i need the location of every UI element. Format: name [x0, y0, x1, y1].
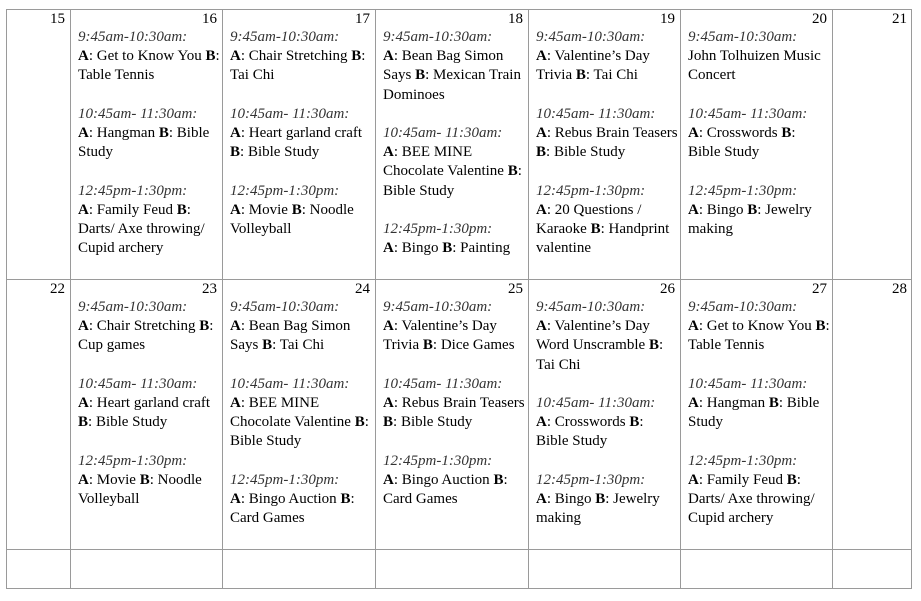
time-slot: 12:45pm-1:30pm:	[688, 452, 798, 469]
option-a-label: A	[78, 395, 89, 411]
option-a-label: A	[230, 48, 241, 65]
option-b-activity: Bible Study	[230, 433, 302, 450]
option-b-label: B	[442, 240, 453, 257]
option-a-label: A	[383, 144, 394, 161]
activity-text: A: Movie B: Noodle Volleyball	[78, 471, 202, 507]
option-b-activity: Noodle Volleyball	[78, 471, 202, 507]
activity-block	[78, 182, 220, 259]
option-a-label: A	[230, 491, 241, 507]
time-slot: 10:45am- 11:30am:	[78, 375, 198, 392]
day-number: 26	[660, 281, 675, 297]
option-b-label: B	[493, 471, 504, 488]
option-b-activity: Bible Study	[688, 395, 820, 431]
day-cell	[375, 9, 528, 279]
option-a-label: A	[536, 201, 547, 218]
option-a-label: A	[536, 318, 547, 335]
option-b-label: B	[747, 201, 758, 218]
option-b-activity: Card Games	[230, 510, 305, 527]
day-cell	[222, 279, 375, 549]
time-slot: 9:45am-10:30am:	[78, 29, 188, 45]
option-a-label: A	[536, 414, 547, 431]
time-slot: 9:45am-10:30am:	[230, 299, 340, 315]
time-slot: 9:45am-10:30am:	[383, 29, 493, 45]
option-b-activity: Bible Study	[536, 433, 608, 450]
option-b-activity: Card Games	[383, 491, 458, 507]
activity-block	[78, 105, 220, 163]
time-slot: 12:45pm-1:30pm:	[78, 452, 188, 469]
option-b-label: B	[176, 201, 187, 218]
option-a-activity: Hangman	[706, 395, 766, 411]
option-b-activity: Bible Study	[95, 414, 168, 431]
day-cell	[70, 549, 222, 589]
option-b-label: B	[262, 337, 273, 354]
option-a-label: A	[688, 395, 699, 411]
option-a-activity: Chair Stretching	[96, 318, 196, 335]
day-cell	[6, 9, 70, 279]
option-a-activity: Bean Bag Simon Says	[383, 48, 504, 84]
activity-text: A: Family Feud B: Darts/ Axe throwing/ Cupid archery	[688, 471, 815, 527]
option-a-label: A	[536, 491, 547, 507]
day-cell	[528, 9, 680, 279]
day-cell	[528, 549, 680, 589]
option-b-label: B	[536, 144, 547, 161]
time-slot: 12:45pm-1:30pm:	[383, 221, 493, 237]
option-a-label: A	[383, 395, 394, 411]
option-a-label: A	[78, 471, 89, 488]
activity-block	[688, 452, 830, 529]
day-cell	[832, 279, 912, 549]
day-cell	[528, 279, 680, 549]
option-a-activity: Valentine’s Day Trivia	[383, 318, 497, 354]
option-b-label: B	[383, 414, 394, 431]
option-b-activity: Jewelry making	[688, 201, 812, 237]
option-a-activity: Rebus Brain Teasers	[401, 395, 525, 411]
activity-text	[688, 47, 830, 85]
activity-block	[536, 394, 678, 452]
day-cell	[70, 9, 222, 279]
day-schedule	[536, 298, 678, 548]
day-schedule	[383, 28, 526, 278]
day-cell	[832, 549, 912, 589]
option-a-activity: BEE MINE Chocolate Valentine	[383, 144, 504, 180]
option-b-activity: Jewelry making	[536, 491, 660, 527]
option-b-label: B	[786, 471, 797, 488]
option-a-activity: Family Feud	[96, 201, 174, 218]
day-schedule	[383, 298, 526, 528]
activity-text: A: BEE MINE Chocolate Valentine B: Bible Study	[383, 144, 522, 199]
day-number: 18	[508, 11, 523, 27]
option-b-activity: Painting	[460, 240, 511, 257]
option-b-activity: Noodle Volleyball	[230, 201, 354, 237]
activity-text: A: Bingo B: Jewelry making	[688, 201, 812, 237]
activity-text: A: Heart garland craft B: Bible Study	[78, 395, 211, 431]
option-b-label: B	[629, 414, 640, 431]
option-a-activity: Bean Bag Simon Says	[230, 318, 351, 354]
calendar-grid	[6, 9, 912, 589]
activity-block	[78, 452, 220, 510]
option-a-activity: Bingo	[706, 201, 744, 218]
option-b-activity: Bible Study	[78, 125, 210, 161]
option-a-activity: Heart garland craft	[248, 125, 363, 141]
activity-block	[383, 452, 526, 510]
option-b-label: B	[205, 48, 216, 65]
option-b-label: B	[781, 125, 792, 141]
activity-block	[383, 298, 526, 356]
time-slot: 9:45am-10:30am:	[688, 29, 798, 45]
time-slot: 12:45pm-1:30pm:	[78, 182, 188, 199]
option-b-activity: Darts/ Axe throwing/ Cupid archery	[78, 221, 205, 257]
option-b-activity: Table Tennis	[78, 67, 155, 84]
activity-block	[383, 124, 526, 201]
day-cell	[680, 9, 832, 279]
time-slot: 10:45am- 11:30am:	[688, 105, 808, 122]
option-b-activity: Dice Games	[440, 337, 515, 354]
option-b-label: B	[291, 201, 302, 218]
option-a-label: A	[78, 318, 89, 335]
activity-text: A: Bean Bag Simon Says B: Tai Chi	[230, 318, 351, 354]
activity-text: A: Bingo Auction B: Card Games	[383, 471, 508, 507]
time-slot: 12:45pm-1:30pm:	[688, 182, 798, 199]
day-schedule	[230, 28, 373, 258]
option-a-activity: Heart garland craft	[96, 395, 211, 411]
time-slot: 10:45am- 11:30am:	[383, 375, 503, 392]
day-cell	[680, 279, 832, 549]
time-slot: 12:45pm-1:30pm:	[383, 452, 493, 469]
option-a-activity: BEE MINE Chocolate Valentine	[230, 395, 351, 431]
day-schedule	[536, 28, 678, 278]
time-slot: 10:45am- 11:30am:	[688, 375, 808, 392]
activity-text: A: Family Feud B: Darts/ Axe throwing/ Cupid archery	[78, 201, 205, 257]
option-a-activity: Bingo	[554, 491, 592, 507]
activity-text: A: BEE MINE Chocolate Valentine B: Bible Study	[230, 395, 369, 450]
day-schedule	[230, 298, 373, 548]
option-a-label: A	[78, 201, 89, 218]
option-a-activity: 20 Questions / Karaoke	[536, 201, 642, 237]
option-b-label: B	[158, 125, 169, 141]
activity-text: A: Valentine’s Day Word Unscramble B: Tai Chi	[536, 318, 664, 373]
day-number: 19	[660, 11, 675, 27]
option-a-label: A	[688, 125, 699, 141]
time-slot: 12:45pm-1:30pm:	[230, 471, 340, 488]
option-b-activity: Tai Chi	[536, 356, 581, 373]
activity-block	[536, 28, 678, 86]
day-cell	[375, 549, 528, 589]
time-slot: 9:45am-10:30am:	[688, 299, 798, 315]
day-cell	[70, 279, 222, 549]
activity-block	[230, 471, 373, 529]
activity-block	[230, 105, 373, 163]
day-number: 28	[892, 281, 907, 297]
option-b-activity: Darts/ Axe throwing/ Cupid archery	[688, 491, 815, 527]
day-number: 20	[812, 11, 827, 27]
activity-text: A: Chair Stretching B: Cup games	[78, 318, 214, 354]
option-a-activity: Crosswords	[706, 125, 778, 141]
option-a-activity: Chair Stretching	[248, 48, 348, 65]
option-b-label: B	[422, 337, 433, 354]
option-a-activity: Movie	[96, 471, 136, 488]
activity-text: A: Bingo B: Painting	[383, 240, 511, 257]
option-b-activity: Tai Chi	[593, 67, 638, 84]
day-cell	[832, 9, 912, 279]
time-slot: 10:45am- 11:30am:	[536, 395, 656, 411]
day-cell	[375, 279, 528, 549]
day-cell	[222, 9, 375, 279]
activity-text: A: Hangman B: Bible Study	[78, 125, 210, 161]
option-a-label: A	[383, 240, 394, 257]
option-a-activity: Get to Know You	[706, 318, 812, 335]
activity-text: A: Get to Know You B: Table Tennis	[688, 318, 830, 354]
option-a-label: A	[230, 201, 241, 218]
option-a-activity: Crosswords	[554, 414, 626, 431]
day-schedule	[78, 298, 220, 528]
option-a-label: A	[688, 201, 699, 218]
time-slot: 12:45pm-1:30pm:	[536, 471, 646, 488]
activity-text: A: Valentine’s Day Trivia B: Dice Games	[383, 318, 515, 354]
option-a-activity: Family Feud	[706, 471, 784, 488]
activity-block	[383, 220, 526, 258]
activity-text: A: Valentine’s Day Trivia B: Tai Chi	[536, 48, 650, 84]
day-number: 17	[355, 11, 370, 27]
day-number: 23	[202, 281, 217, 297]
activity-block	[688, 182, 830, 240]
option-b-label: B	[199, 318, 210, 335]
option-b-label: B	[415, 67, 426, 84]
activity-name: John Tolhuizen Music Concert	[688, 48, 821, 84]
activity-block	[688, 28, 830, 86]
time-slot: 10:45am- 11:30am:	[78, 105, 198, 122]
option-b-activity: Cup games	[78, 337, 146, 354]
option-a-label: A	[688, 471, 699, 488]
option-b-activity: Table Tennis	[688, 337, 765, 354]
option-b-label: B	[351, 48, 362, 65]
time-slot: 9:45am-10:30am:	[78, 299, 188, 315]
day-number: 16	[202, 11, 217, 27]
option-a-label: A	[78, 125, 89, 141]
option-a-activity: Hangman	[96, 125, 156, 141]
day-cell	[6, 279, 70, 549]
option-a-label: A	[230, 125, 241, 141]
activity-text: A: Crosswords B: Bible Study	[536, 414, 644, 450]
option-b-activity: Handprint valentine	[536, 221, 670, 257]
activity-text: A: Heart garland craft B: Bible Study	[230, 125, 363, 161]
option-a-activity: Rebus Brain Teasers	[554, 125, 678, 141]
option-a-label: A	[536, 125, 547, 141]
option-b-label: B	[648, 337, 659, 354]
activity-block	[383, 375, 526, 433]
activity-block	[383, 28, 526, 105]
time-slot: 12:45pm-1:30pm:	[230, 182, 340, 199]
activity-text: A: Movie B: Noodle Volleyball	[230, 201, 354, 237]
day-number: 27	[812, 281, 827, 297]
activity-text: A: Crosswords B: Bible Study	[688, 125, 796, 161]
day-schedule	[688, 28, 830, 258]
day-schedule	[688, 298, 830, 548]
day-schedule	[78, 28, 220, 278]
option-b-label: B	[507, 163, 518, 180]
activity-block	[688, 375, 830, 433]
time-slot: 9:45am-10:30am:	[383, 299, 493, 315]
activity-block	[536, 471, 678, 529]
time-slot: 10:45am- 11:30am:	[383, 125, 503, 141]
option-b-label: B	[768, 395, 779, 411]
activity-block	[688, 298, 830, 356]
option-a-activity: Bingo Auction	[248, 491, 337, 507]
option-a-activity: Valentine’s Day Word Unscramble	[536, 318, 650, 354]
activity-block	[230, 298, 373, 356]
option-a-activity: Bingo	[401, 240, 439, 257]
activity-text: A: Rebus Brain Teasers B: Bible Study	[383, 395, 525, 431]
option-b-label: B	[139, 471, 150, 488]
option-a-label: A	[78, 48, 89, 65]
day-cell	[680, 549, 832, 589]
day-cell	[6, 549, 70, 589]
option-b-label: B	[575, 67, 586, 84]
activity-block	[78, 28, 220, 86]
time-slot: 12:45pm-1:30pm:	[536, 182, 646, 199]
time-slot: 10:45am- 11:30am:	[536, 105, 656, 122]
option-b-label: B	[78, 414, 89, 431]
activity-block	[78, 298, 220, 356]
option-b-activity: Bible Study	[247, 144, 320, 161]
option-b-label: B	[340, 491, 351, 507]
activity-block	[230, 182, 373, 240]
activity-text: A: Hangman B: Bible Study	[688, 395, 820, 431]
day-number: 24	[355, 281, 370, 297]
activity-text: A: Bingo Auction B: Card Games	[230, 491, 355, 527]
activity-text: A: Bingo B: Jewelry making	[536, 491, 660, 527]
activity-block	[688, 105, 830, 163]
option-a-label: A	[230, 318, 241, 335]
option-b-label: B	[595, 491, 606, 507]
option-b-activity: Bible Study	[688, 144, 760, 161]
option-b-activity: Bible Study	[400, 414, 473, 431]
activity-block	[536, 182, 678, 259]
option-b-activity: Tai Chi	[279, 337, 325, 354]
activity-block	[230, 28, 373, 86]
option-a-activity: Bingo Auction	[401, 471, 490, 488]
option-b-label: B	[230, 144, 241, 161]
option-b-activity: Bible Study	[383, 182, 455, 199]
time-slot: 9:45am-10:30am:	[536, 299, 646, 315]
option-b-activity: Mexican Train Dominoes	[383, 67, 521, 103]
time-slot: 9:45am-10:30am:	[536, 29, 646, 45]
option-a-label: A	[383, 471, 394, 488]
activity-text: A: Bean Bag Simon Says B: Mexican Train Dominoes	[383, 48, 521, 103]
day-cell	[222, 549, 375, 589]
option-b-activity: Tai Chi	[230, 67, 275, 84]
option-b-activity: Bible Study	[553, 144, 626, 161]
option-a-label: A	[688, 318, 699, 335]
time-slot: 10:45am- 11:30am:	[230, 105, 350, 122]
option-a-activity: Movie	[248, 201, 288, 218]
option-b-label: B	[815, 318, 826, 335]
activity-text: A: Chair Stretching B: Tai Chi	[230, 48, 366, 84]
option-a-activity: Get to Know You	[96, 48, 202, 65]
day-number: 15	[50, 11, 65, 27]
option-b-label: B	[354, 414, 365, 431]
option-a-label: A	[383, 48, 394, 65]
activity-block	[230, 375, 373, 452]
option-a-label: A	[230, 395, 241, 411]
day-number: 21	[892, 11, 907, 27]
activity-block	[536, 105, 678, 163]
activity-block	[536, 298, 678, 375]
day-number: 22	[50, 281, 65, 297]
option-a-activity: Valentine’s Day Trivia	[536, 48, 650, 84]
option-a-label: A	[536, 48, 547, 65]
activity-block	[78, 375, 220, 433]
time-slot: 9:45am-10:30am:	[230, 29, 340, 45]
option-a-label: A	[383, 318, 394, 335]
activity-text: A: Get to Know You B: Table Tennis	[78, 48, 220, 84]
day-number: 25	[508, 281, 523, 297]
option-b-label: B	[590, 221, 601, 237]
activity-text: A: Rebus Brain Teasers B: Bible Study	[536, 125, 678, 161]
time-slot: 10:45am- 11:30am:	[230, 375, 350, 392]
activity-text: A: 20 Questions / Karaoke B: Handprint valentine	[536, 201, 670, 257]
